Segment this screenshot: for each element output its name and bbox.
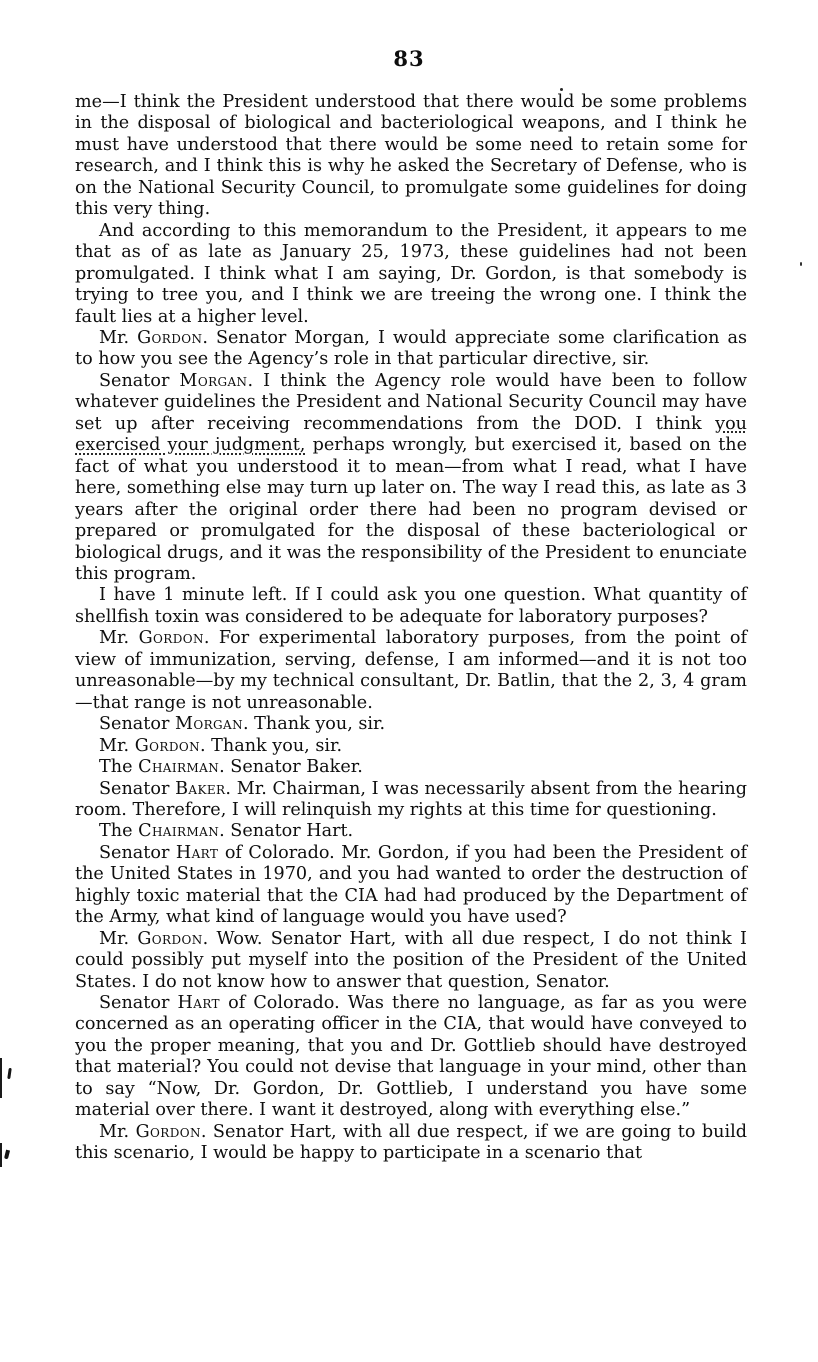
paragraph <box>75 736 747 757</box>
text-run: of Colorado. Mr. Gordon, if you had been the President of the United States in 1970, and you had wanted to order the destruction of highly toxic material that the CIA had had produced by the Department of the Army, what kind of language would you have used? <box>75 842 748 928</box>
paragraph <box>75 714 747 735</box>
speaker-name: Hart <box>175 842 219 863</box>
paragraph <box>75 628 747 714</box>
text-run: . Senator Hart, with all due respect, if we are going to build this scenario, I would be happy to participate in a scenario that <box>75 1121 747 1164</box>
paragraph <box>75 929 747 993</box>
text-run: . Senator Baker. <box>219 757 363 778</box>
ink-mark <box>4 1150 10 1160</box>
text-run: Senator <box>99 778 176 799</box>
paragraph <box>75 585 747 628</box>
speaker-name: Chairman <box>138 757 220 778</box>
speaker-name: Morgan <box>174 714 243 735</box>
speaker-name: Gordon <box>137 327 203 348</box>
text-run: Mr. <box>99 327 138 348</box>
text-run: Mr. <box>99 1121 136 1142</box>
text-run: . For experimental laboratory purposes, from the point of view of immunization, serving, defense, I am informed—and it is not too unreasonable—by my technical consultant, Dr. Batlin, that the 2, 3, 4 gram—that range is not unreasonable. <box>75 628 747 713</box>
transcript-body <box>75 92 747 1165</box>
text-run: I have 1 minute left. If I could ask you one question. What quantity of shellfish toxin was considered to be adequate for laboratory purposes? <box>75 585 747 627</box>
text-run: you exercised your judgment, <box>75 413 747 456</box>
speaker-name: Hart <box>177 993 220 1014</box>
paragraph <box>75 221 747 328</box>
speaker-name: Gordon <box>138 628 204 649</box>
scan-edge-artifact <box>0 1058 2 1098</box>
text-run: of Colorado. Was there no language, as far as you were concerned as an operating officer in the CIA, that would have conveyed to you the proper meaning, that you and Dr. Gottlieb should have destroyed that material? You could not devise that language in your mind, other than to say “Now, Dr. Gordon, Dr. Gottlieb, I understand you have some material over there. I want it destroyed, along with everything else.” <box>75 993 748 1121</box>
paragraph <box>75 1122 747 1165</box>
text-run: Senator <box>99 370 180 391</box>
scan-edge-artifact <box>0 1143 2 1167</box>
text-run: Senator <box>99 993 178 1014</box>
speaker-name: Gordon <box>137 928 203 949</box>
paragraph <box>75 993 747 1122</box>
paragraph <box>75 843 747 929</box>
paragraph <box>75 757 747 778</box>
text-run: Mr. <box>99 928 138 949</box>
page-number: 83 <box>393 46 425 71</box>
paragraph <box>75 821 747 842</box>
paragraph <box>75 92 747 221</box>
text-run: perhaps wrongly, but exercised it, based on the fact of what you understood it to mean—from what I read, what I have here, something else may turn up later on. The way I read this, as late as 3 years after the original order there had been no program devised or prepared or promulgated for the disposal of these bacteriological or biological drugs, and it was the responsibility of the President to enunciate this program. <box>75 435 748 584</box>
ink-mark <box>7 1068 12 1079</box>
ink-speck <box>560 88 563 91</box>
text-run: The <box>99 821 139 842</box>
speaker-name: Chairman <box>138 821 220 842</box>
paragraph <box>75 371 747 586</box>
speaker-name: Gordon <box>135 1121 201 1142</box>
text-run: Senator <box>99 714 175 735</box>
paragraph <box>75 779 747 822</box>
paragraph <box>75 328 747 371</box>
text-run: . Thank you, sir. <box>243 714 386 735</box>
text-run: And according to this memorandum to the President, it appears to me that as of as late as January 25, 1973, these guidelines had not been promulgated. I think what I am saying, Dr. Gordon, is that somebody is trying to tree you, and I think we are treeing the wrong one. I think the fault lies at a higher level. <box>75 220 747 327</box>
speaker-name: Gordon <box>134 735 200 756</box>
text-run: Mr. <box>99 628 139 649</box>
text-run: Senator <box>99 842 176 863</box>
text-run: . Senator Hart. <box>219 821 354 842</box>
text-run: . Senator Morgan, I would appreciate some clarification as to how you see the Agency’s role in that particular directive, sir. <box>75 327 747 370</box>
ink-speck <box>800 262 802 266</box>
text-run: The <box>99 757 139 778</box>
text-run: . I think the Agency role would have been to follow whatever guidelines the President and National Security Council may have set up after receiving recommendations from the DOD. I think <box>75 370 748 434</box>
speaker-name: Morgan <box>179 370 248 391</box>
text-run: me—I think the President understood that there would be some problems in the disposal of biological and bacteriological weapons, and I think he must have understood that there would be some need to retain some for research, and I think this is why he asked the Secretary of Defense, who is on the National Security Council, to promulgate some guidelines for doing this very thing. <box>75 92 747 220</box>
text-run: . Wow. Senator Hart, with all due respect, I do not think I could possibly put myself into the position of the President of the United States. I do not know how to answer that question, Senator. <box>75 928 747 992</box>
speaker-name: Baker <box>175 778 226 799</box>
text-run: Mr. <box>99 735 135 756</box>
text-run: . Mr. Chairman, I was necessarily absent from the hearing room. Therefore, I will relinquish my rights at this time for questioning. <box>75 778 747 820</box>
text-run: . Thank you, sir. <box>199 735 343 756</box>
